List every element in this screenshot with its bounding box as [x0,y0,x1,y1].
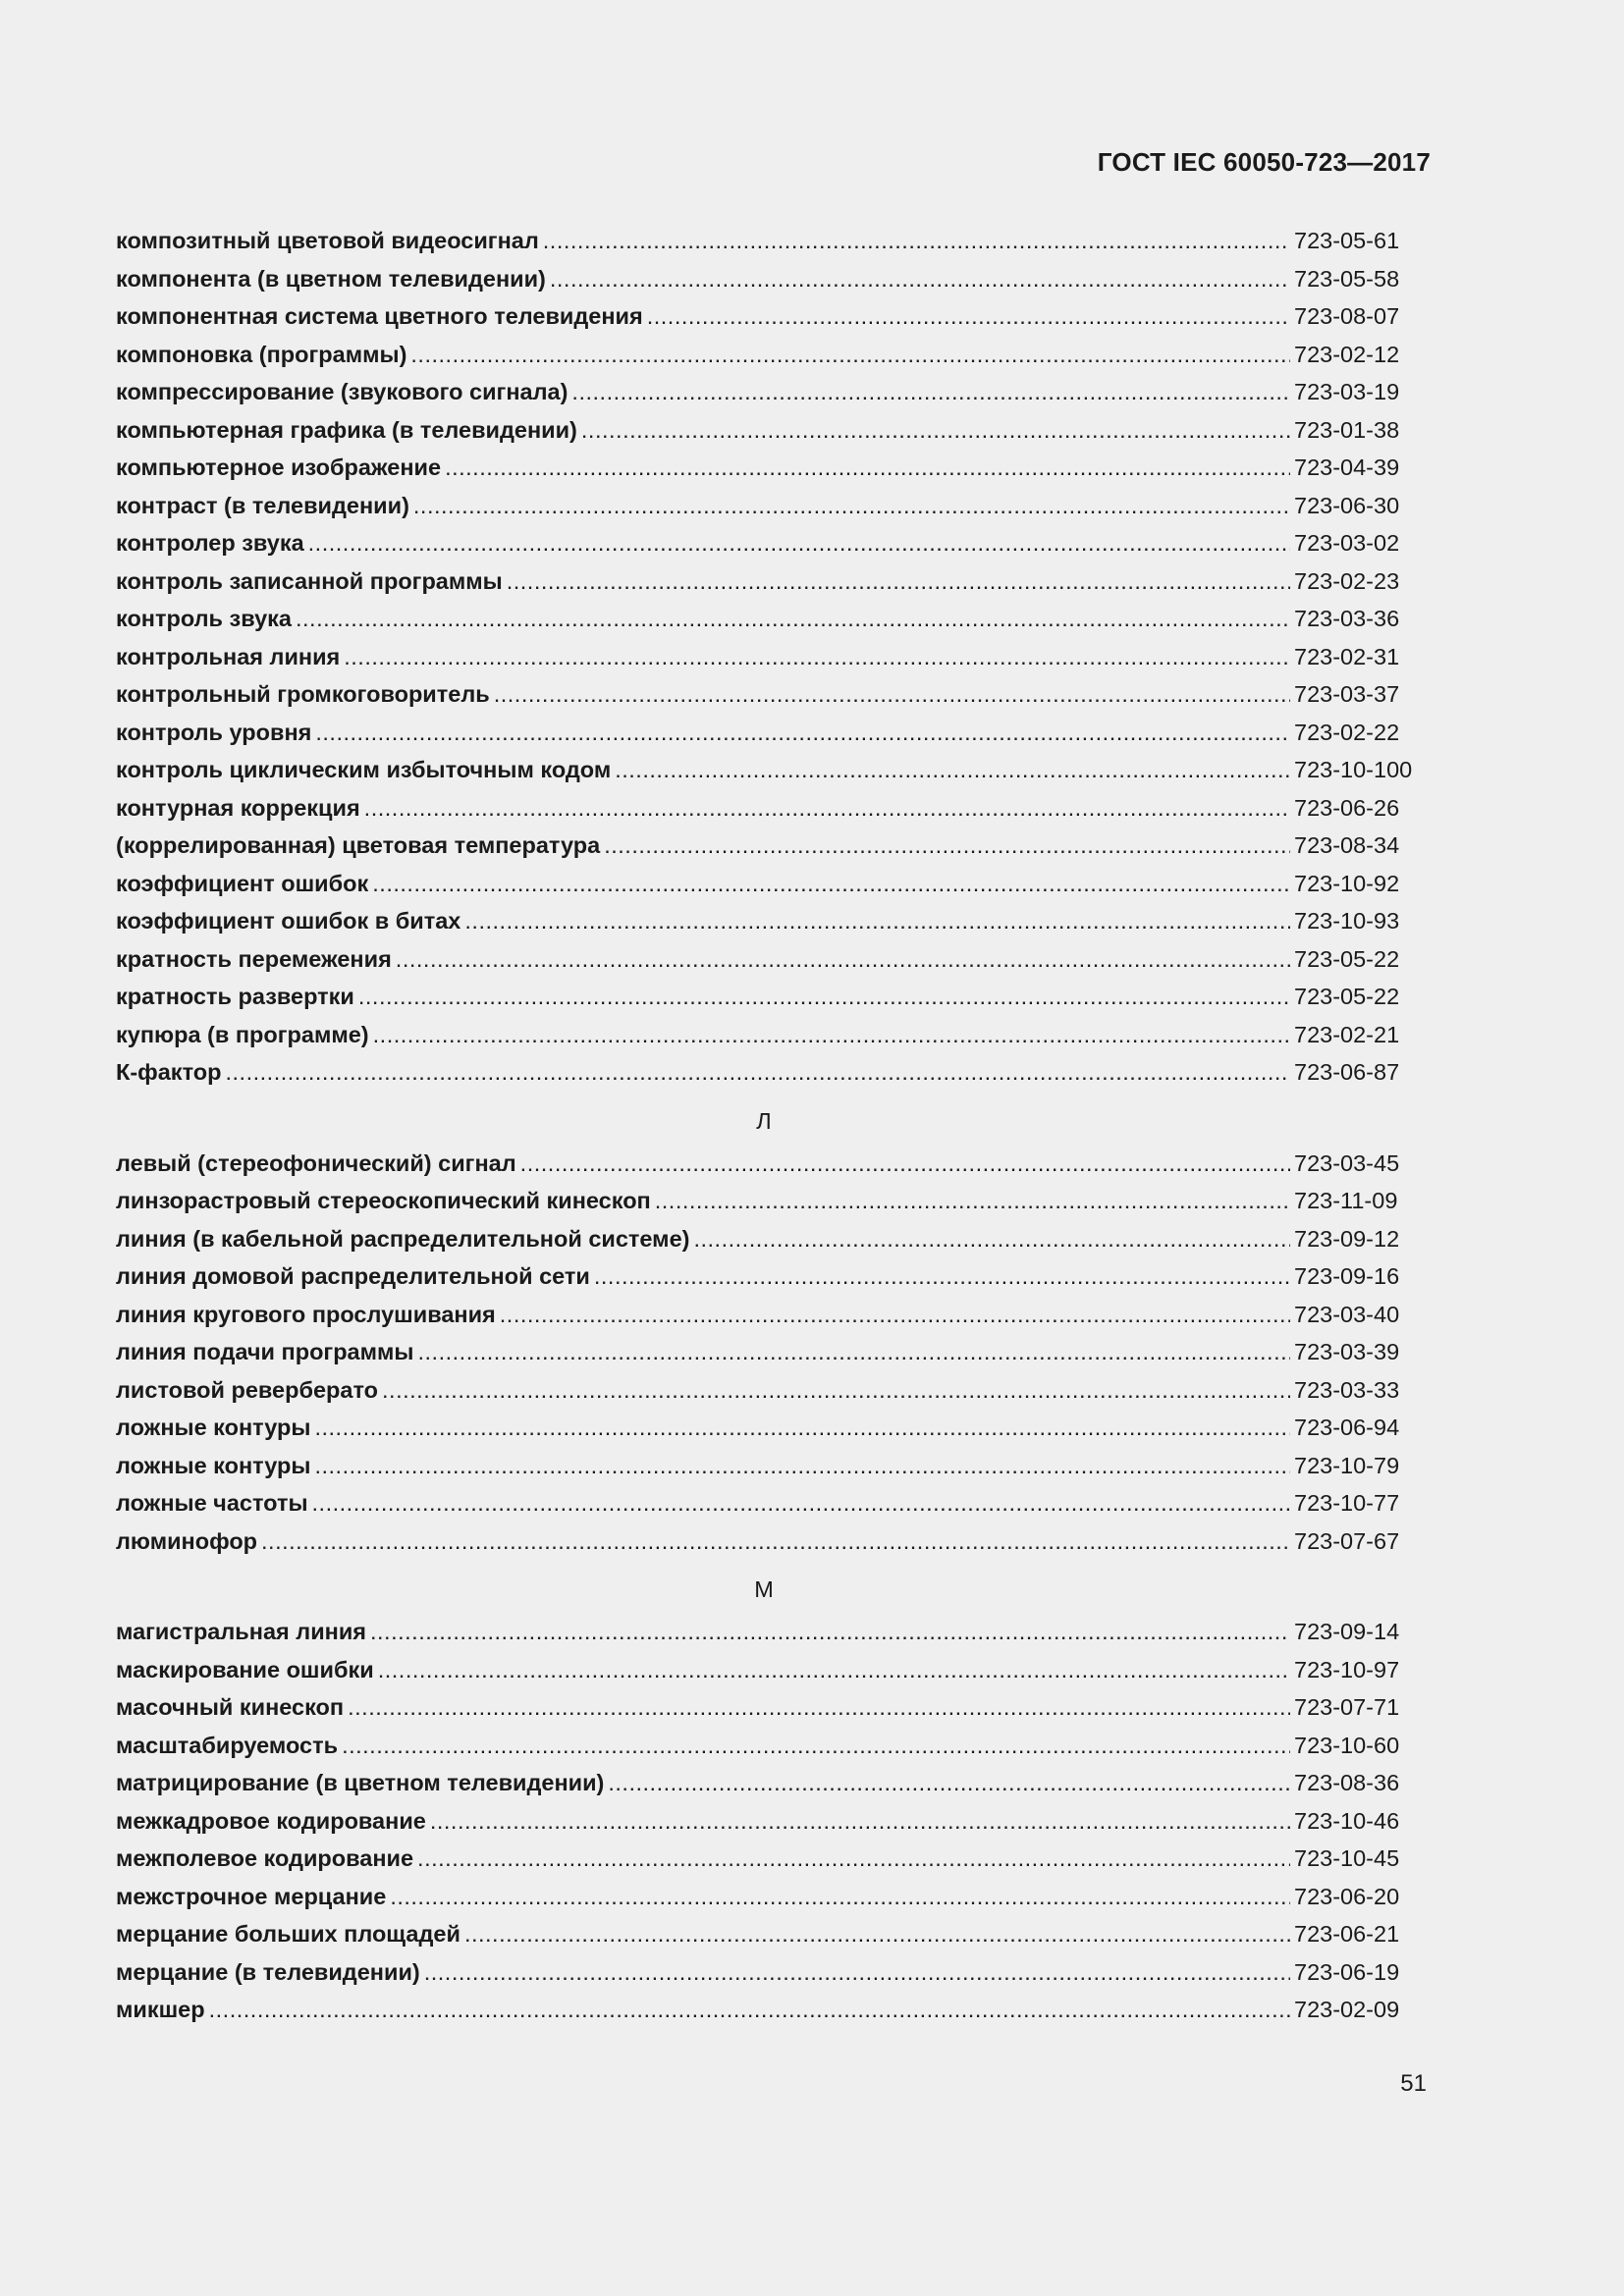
index-term: люминофор [116,1527,258,1554]
dot-leader [312,1484,1290,1522]
index-term: ложные контуры [116,1452,311,1478]
index-term: межстрочное мерцание [116,1883,387,1909]
term-code: 723-02-12 [1294,341,1400,367]
term-code: 723-03-40 [1294,1301,1400,1327]
dot-leader [372,865,1290,903]
term-code: 723-03-33 [1294,1376,1400,1403]
index-term: контраст (в телевидении) [116,492,409,518]
dot-leader [308,524,1290,562]
index-entry [116,1613,1422,1651]
index-entry [116,675,1422,714]
index-entry [116,373,1422,411]
index-entry [116,1915,1422,1953]
term-code: 723-01-38 [1294,416,1400,443]
index-term: кратность развертки [116,984,354,1009]
term-code: 723-10-60 [1294,1732,1400,1758]
index-entry [116,1688,1422,1727]
term-code: 723-02-31 [1294,643,1400,669]
index-entry [116,222,1422,260]
index-entry [116,1484,1422,1522]
index-entry [116,1371,1422,1410]
term-code: 723-10-92 [1294,870,1400,896]
term-code: 723-08-07 [1294,303,1400,329]
term-code: 723-10-45 [1294,1845,1400,1871]
dot-leader [647,297,1290,336]
index-entry [116,978,1422,1016]
index-entry [116,1840,1422,1878]
index-term: масштабируемость [116,1732,339,1758]
index-term: мерцание (в телевидении) [116,1958,420,1985]
index-entry [116,1182,1422,1220]
index-term: компоновка (программы) [116,341,407,367]
term-code: 723-10-93 [1294,908,1400,934]
dot-leader [464,1915,1290,1953]
index-entry [116,600,1422,638]
index-entry [116,940,1422,979]
term-code: 723-07-67 [1294,1527,1400,1554]
term-code: 723-10-97 [1294,1656,1400,1682]
term-code: 723-06-94 [1294,1415,1400,1440]
section-letter-l: Л [756,1107,772,1134]
index-term: магистральная линия [116,1619,366,1644]
dot-leader [550,260,1290,298]
index-entry [116,1053,1422,1092]
term-code: 723-06-21 [1294,1921,1400,1947]
index-entry [116,562,1422,601]
index-term: контурная коррекция [116,794,360,821]
index-term: межкадровое кодирование [116,1807,426,1834]
index-term: линия (в кабельной распределительной системе) [116,1225,690,1252]
index-entry [116,1953,1422,1992]
index-entry [116,1764,1422,1802]
index-entry [116,1296,1422,1334]
term-code: 723-10-77 [1294,1490,1400,1516]
index-entry [116,714,1422,752]
term-code: 723-05-22 [1294,945,1400,972]
index-term: компрессирование (звукового сигнала) [116,379,568,404]
index-entry [116,1802,1422,1841]
term-code: 723-03-19 [1294,379,1400,404]
term-code: 723-02-09 [1294,1997,1400,2022]
term-code: 723-05-61 [1294,228,1400,253]
dot-leader [342,1727,1290,1765]
term-code: 723-09-14 [1294,1619,1400,1644]
index-entry [116,1016,1422,1054]
dot-leader [500,1296,1290,1334]
section-letter-m: М [754,1576,774,1602]
index-entry [116,1409,1422,1447]
index-entry [116,1220,1422,1258]
term-code: 723-10-46 [1294,1807,1400,1834]
index-entry [116,524,1422,562]
dot-leader [315,714,1290,752]
term-code: 723-04-39 [1294,454,1400,480]
term-code: 723-08-34 [1294,832,1400,858]
dot-leader [382,1371,1290,1410]
dot-leader [296,600,1290,638]
index-term: коэффициент ошибок в битах [116,908,461,934]
index-term: кратность перемежения [116,945,392,972]
dot-leader [520,1145,1290,1183]
index-entry [116,789,1422,828]
dot-leader [430,1802,1290,1841]
dot-leader [390,1878,1290,1916]
index-term: компонента (в цветном телевидении) [116,265,546,292]
term-code: 723-10-79 [1294,1452,1400,1478]
index-term: ложные контуры [116,1415,311,1440]
index-section-k [116,222,1422,1092]
dot-leader [594,1257,1290,1296]
index-term: контроль звука [116,606,292,631]
term-code: 723-07-71 [1294,1694,1400,1720]
dot-leader [604,827,1290,865]
term-code: 723-06-20 [1294,1883,1400,1909]
index-term: листовой реверберато [116,1376,379,1403]
index-entry [116,1991,1422,2029]
dot-leader [615,751,1290,789]
term-code: 723-03-36 [1294,606,1400,631]
term-code: 723-09-16 [1294,1263,1400,1289]
dot-leader [464,902,1290,940]
term-code: 723-02-21 [1294,1021,1400,1047]
dot-leader [378,1651,1290,1689]
term-code: 723-06-26 [1294,794,1400,821]
index-term: мерцание больших площадей [116,1921,460,1947]
index-entry [116,411,1422,450]
index-term: линия подачи программы [116,1339,414,1364]
index-term: линзорастровый стереоскопический кинескоп [116,1188,651,1213]
index-entry [116,1522,1422,1561]
index-term: микшер [116,1997,205,2022]
index-term: К-фактор [116,1059,222,1085]
index-entry [116,449,1422,487]
document-header: ГОСТ IEC 60050-723—2017 [1097,147,1431,177]
term-index [116,222,1422,2029]
index-term: линия кругового прослушивания [116,1301,496,1327]
term-code: 723-06-19 [1294,1958,1400,1985]
dot-leader [543,222,1290,260]
page-number: 51 [1400,2070,1427,2097]
term-code: 723-03-37 [1294,681,1400,707]
index-entry [116,638,1422,676]
dot-leader [494,675,1290,714]
index-entry [116,751,1422,789]
index-entry [116,336,1422,374]
dot-leader [396,940,1290,979]
index-term: контроль записанной программы [116,567,503,594]
dot-leader [358,978,1290,1016]
index-entry [116,260,1422,298]
term-code: 723-08-36 [1294,1770,1400,1795]
dot-leader [655,1182,1290,1220]
term-code: 723-06-30 [1294,492,1400,518]
term-code: 723-03-02 [1294,530,1400,556]
term-code: 723-03-39 [1294,1339,1400,1364]
index-entry [116,1333,1422,1371]
index-entry [116,1878,1422,1916]
term-code: 723-09-12 [1294,1225,1400,1252]
term-code: 723-05-22 [1294,984,1400,1009]
term-code: 723-10-100 [1294,757,1413,782]
index-entry [116,487,1422,525]
index-section-m [116,1613,1422,2029]
dot-leader [410,336,1290,374]
index-term: линия домовой распределительной сети [116,1263,590,1289]
index-section-l [116,1145,1422,1561]
index-term: контроль циклическим избыточным кодом [116,757,612,782]
dot-leader [445,449,1290,487]
dot-leader [209,1991,1290,2029]
index-term: контрольная линия [116,643,341,669]
index-term: (коррелированная) цветовая температура [116,832,601,858]
dot-leader [348,1688,1290,1727]
dot-leader [507,562,1290,601]
index-term: матрицирование (в цветном телевидении) [116,1770,605,1795]
index-entry [116,865,1422,903]
dot-leader [370,1613,1290,1651]
term-code: 723-03-45 [1294,1149,1400,1176]
dot-leader [424,1953,1290,1992]
index-entry [116,902,1422,940]
index-term: компьютерная графика (в телевидении) [116,416,577,443]
dot-leader [413,487,1290,525]
term-code: 723-11-09 [1294,1188,1398,1213]
index-term: масочный кинескоп [116,1694,345,1720]
dot-leader [364,789,1290,828]
index-term: компонентная система цветного телевидения [116,303,643,329]
dot-leader [571,373,1290,411]
index-entry [116,1447,1422,1485]
index-term: левый (стереофонический) сигнал [116,1149,516,1176]
dot-leader [261,1522,1290,1561]
dot-leader [314,1409,1290,1447]
dot-leader [417,1333,1290,1371]
index-term: ложные частоты [116,1490,308,1516]
term-code: 723-02-22 [1294,719,1400,745]
index-term: контрольный громкоговоритель [116,681,490,707]
dot-leader [225,1053,1290,1092]
dot-leader [581,411,1290,450]
index-term: контролер звука [116,530,304,556]
term-code: 723-06-87 [1294,1059,1400,1085]
dot-leader [417,1840,1290,1878]
index-entry [116,1257,1422,1296]
index-term: купюра (в программе) [116,1021,369,1047]
term-code: 723-02-23 [1294,567,1400,594]
index-term: композитный цветовой видеосигнал [116,228,539,253]
index-entry [116,827,1422,865]
index-term: коэффициент ошибок [116,870,369,896]
dot-leader [608,1764,1290,1802]
dot-leader [314,1447,1290,1485]
index-entry [116,1651,1422,1689]
index-entry [116,1145,1422,1183]
index-entry [116,297,1422,336]
index-term: межполевое кодирование [116,1845,414,1871]
index-entry [116,1727,1422,1765]
term-code: 723-05-58 [1294,265,1400,292]
index-term: компьютерное изображение [116,454,442,480]
dot-leader [693,1220,1290,1258]
index-term: маскирование ошибки [116,1656,374,1682]
dot-leader [373,1016,1290,1054]
dot-leader [344,638,1290,676]
index-term: контроль уровня [116,719,312,745]
